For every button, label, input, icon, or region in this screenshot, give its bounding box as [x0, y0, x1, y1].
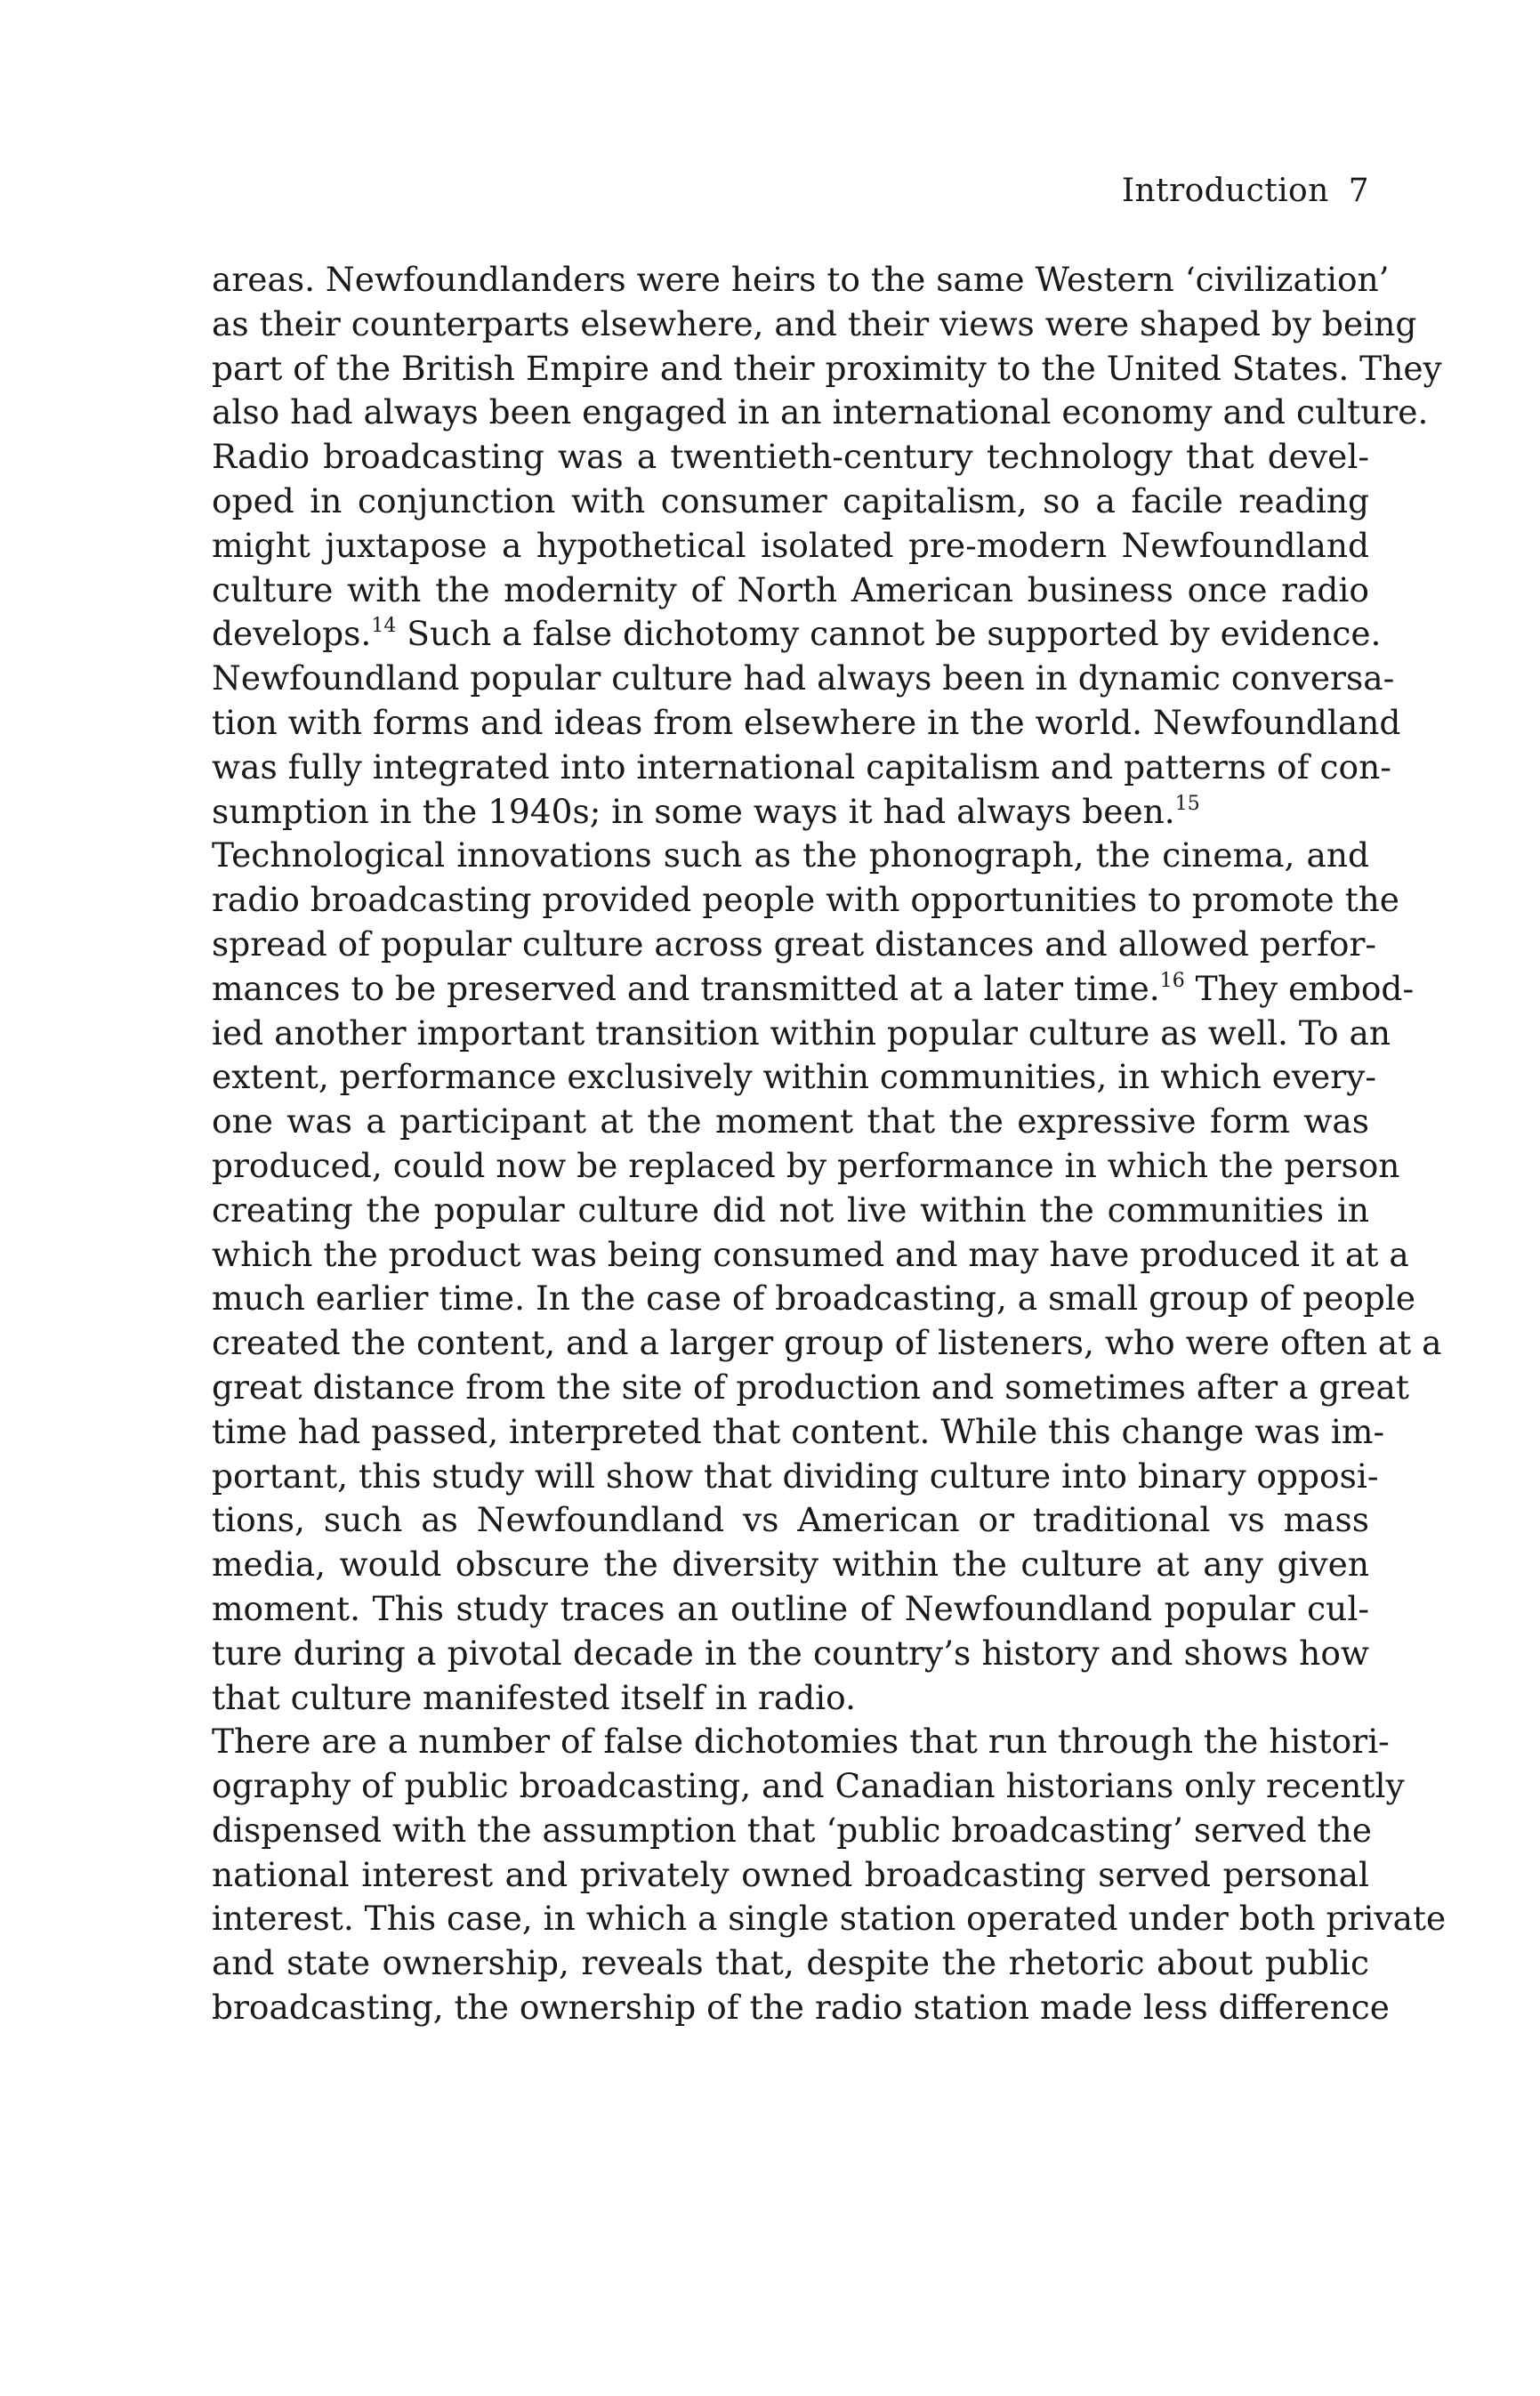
text-line: created the content, and a larger group of listeners, who were often at a	[212, 1323, 1442, 1363]
footnote-marker: 15	[1174, 792, 1200, 815]
text-line	[212, 967, 1415, 1012]
paragraph	[212, 1720, 1447, 2030]
text-line: ied another important transition within popular culture as well. To an	[212, 1012, 1391, 1053]
text-run: mances to be preserved and transmitted at a later time.	[212, 968, 1160, 1008]
text-line	[212, 612, 1382, 657]
page-number: 7	[1348, 173, 1369, 209]
running-head-title: Introduction	[1121, 173, 1329, 209]
text-line: creating the popular culture did not live within the communities in	[212, 1190, 1369, 1230]
text-line: oped in conjunction with consumer capitalism, so a facile reading	[212, 480, 1369, 520]
running-head	[1122, 175, 1369, 207]
text-line: portant, this study will show that dividing culture into binary opposi-	[212, 1456, 1379, 1496]
text-line: broadcasting, the ownership of the radio station made less difference	[212, 1988, 1390, 2028]
text-line: and state ownership, reveals that, despite the rhetoric about public	[212, 1943, 1369, 1983]
text-line: great distance from the site of production and sometimes after a great	[212, 1367, 1409, 1407]
text-line: that culture manifested itself in radio.	[212, 1677, 857, 1717]
text-line: media, would obscure the diversity within the culture at any given	[212, 1545, 1369, 1585]
text-line: also had always been engaged in an international economy and culture.	[212, 392, 1429, 432]
text-line: which the product was being consumed and may have produced it at a	[212, 1234, 1409, 1274]
text-line: Newfoundland popular culture had always been in dynamic conversa-	[212, 658, 1395, 698]
text-line: Technological innovations such as the phonograph, the cinema, and	[212, 835, 1369, 875]
text-line: national interest and privately owned broadcasting served personal	[212, 1854, 1369, 1894]
paragraph	[212, 834, 1442, 1720]
text-line: spread of popular culture across great distances and allowed perfor-	[212, 924, 1377, 964]
footnote-marker: 16	[1159, 969, 1185, 992]
text-line: might juxtapose a hypothetical isolated pre-modern Newfoundland	[212, 525, 1369, 565]
text-line: tion with forms and ideas from elsewhere in the world. Newfoundland	[212, 702, 1401, 742]
text-line	[212, 790, 1369, 835]
text-line: part of the British Empire and their proximity to the United States. They	[212, 348, 1442, 388]
text-line: culture with the modernity of North American business once radio	[212, 569, 1369, 609]
text-run: sumption in the 1940s; in some ways it had always been.	[212, 791, 1175, 831]
text-line: radio broadcasting provided people with opportunities to promote the	[212, 880, 1400, 920]
text-run: Such a false dichotomy cannot be supported by evidence.	[396, 614, 1382, 654]
text-line: tions, such as Newfoundland vs American or traditional vs mass	[212, 1500, 1369, 1540]
text-line: dispensed with the assumption that ‘public broadcasting’ served the	[212, 1810, 1372, 1850]
paragraph	[212, 258, 1442, 834]
text-line: ture during a pivotal decade in the country’s history and shows how	[212, 1633, 1369, 1673]
text-line: Radio broadcasting was a twentieth-century technology that devel-	[212, 437, 1369, 477]
text-line: was fully integrated into international capitalism and patterns of con-	[212, 746, 1391, 787]
text-line: There are a number of false dichotomies that run through the histori-	[212, 1722, 1390, 1762]
text-line: interest. This case, in which a single station operated under both private	[212, 1899, 1447, 1939]
text-run: They embod-	[1184, 968, 1415, 1008]
text-line: one was a participant at the moment that the expressive form was	[212, 1101, 1369, 1142]
text-line: extent, performance exclusively within communities, in which every-	[212, 1057, 1377, 1097]
text-line: areas. Newfoundlanders were heirs to the same Western ‘civilization’	[212, 260, 1390, 299]
footnote-marker: 14	[371, 615, 397, 638]
text-line: time had passed, interpreted that content. While this change was im-	[212, 1411, 1385, 1451]
body-text	[212, 258, 1447, 2030]
text-run: develops.	[212, 614, 372, 654]
text-line: moment. This study traces an outline of Newfoundland popular cul-	[212, 1588, 1369, 1628]
text-line: produced, could now be replaced by performance in which the person	[212, 1145, 1400, 1185]
text-line: much earlier time. In the case of broadcasting, a small group of people	[212, 1279, 1416, 1319]
text-line: as their counterparts elsewhere, and their views were shaped by being	[212, 303, 1417, 343]
text-line: ography of public broadcasting, and Canadian historians only recently	[212, 1766, 1405, 1806]
